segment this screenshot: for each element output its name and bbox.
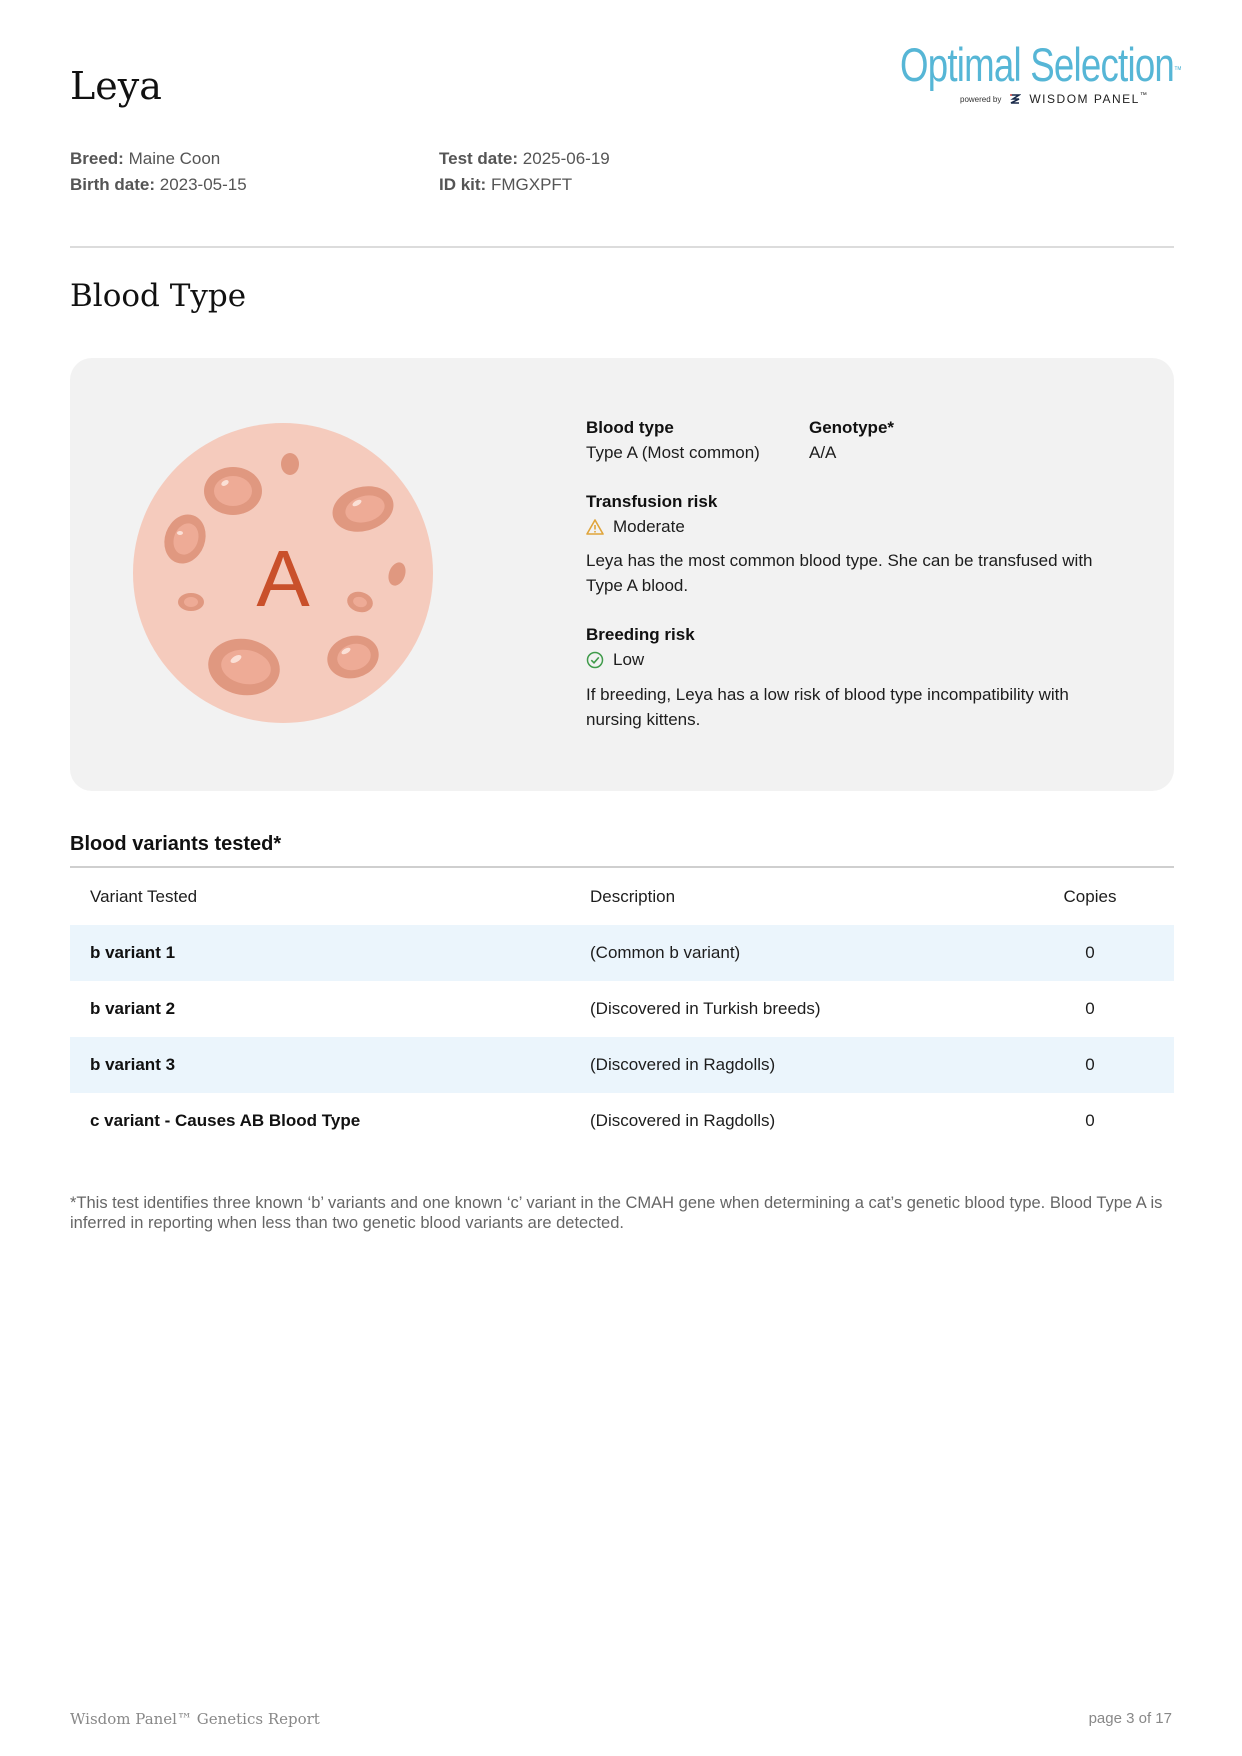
breeding-risk-block: Breeding risk Low <box>586 622 695 672</box>
variant-description: (Discovered in Ragdolls) <box>590 1111 776 1130</box>
transfusion-text: Leya has the most common blood type. She can be transfused with Type A blood. <box>586 551 1093 595</box>
variants-title: Blood variants tested* <box>70 833 282 855</box>
variant-description: (Discovered in Turkish breeds) <box>590 999 821 1018</box>
col-header-variant: Variant Tested <box>90 886 198 906</box>
col-header-description: Description <box>590 886 676 906</box>
header-divider <box>70 246 1174 248</box>
variant-copies: 0 <box>1085 1055 1095 1074</box>
genotype-block: Genotype* A/A <box>809 415 894 465</box>
wisdom-panel-mark-icon <box>1009 93 1021 105</box>
col-header-copies: Copies <box>1063 886 1117 906</box>
check-circle-icon <box>586 651 604 669</box>
variant-description: (Common b variant) <box>590 943 741 962</box>
footnote: *This test identifies three known ‘b’ variants and one known ‘c’ variant in the CMAH gene when determining a cat’s genetic blood type. Blood Type A is inferred in reporting when less than two genetic blood variants are detected. <box>70 1194 1163 1232</box>
variant-description: (Discovered in Ragdolls) <box>590 1055 776 1074</box>
meta-right <box>439 146 610 198</box>
logo-powered-by: powered by WISDOM PANEL™ <box>960 92 1149 106</box>
table-row <box>70 925 1174 981</box>
variants-table <box>70 868 1174 1149</box>
cat-name: Leya <box>70 64 162 108</box>
blood-type-block: Blood type Type A (Most common) <box>586 415 760 465</box>
footer-page-number: page 3 of 17 <box>1088 1710 1172 1727</box>
transfusion-risk-block: Transfusion risk Moderate <box>586 489 717 539</box>
variant-copies: 0 <box>1085 943 1095 962</box>
table-row <box>70 981 1174 1037</box>
breed-line: Breed: Maine Coon <box>70 149 221 168</box>
table-row <box>70 1093 1174 1149</box>
variant-copies: 0 <box>1085 1111 1095 1130</box>
breeding-text: If breeding, Leya has a low risk of blood type incompatibility with nursing kittens. <box>586 685 1069 729</box>
warning-triangle-icon <box>586 518 604 536</box>
variant-name: b variant 1 <box>90 943 176 962</box>
variant-name: c variant - Causes AB Blood Type <box>90 1111 361 1130</box>
birth-date-line: Birth date: 2023-05-15 <box>70 175 247 194</box>
blood-type-value: Type A (Most common) <box>586 443 760 462</box>
blood-type-letter: A <box>256 534 310 623</box>
table-row <box>70 1037 1174 1093</box>
section-title: Blood Type <box>70 278 247 314</box>
variant-copies: 0 <box>1085 999 1095 1018</box>
meta-left <box>70 146 247 198</box>
genotype-value: A/A <box>809 443 837 462</box>
breeding-risk-value: Low <box>613 650 645 669</box>
optimal-selection-logo <box>900 38 1182 110</box>
kit-id-line: ID kit: FMGXPFT <box>439 175 573 194</box>
variant-name: b variant 3 <box>90 1055 176 1074</box>
table-header-row <box>70 868 1174 925</box>
blood-cell-illustration <box>133 423 433 723</box>
footer-report-name: Wisdom Panel™ Genetics Report <box>70 1710 320 1728</box>
test-date-line: Test date: 2025-06-19 <box>439 149 610 168</box>
transfusion-risk-value: Moderate <box>613 517 685 536</box>
variant-name: b variant 2 <box>90 999 176 1018</box>
logo-wordmark: Optimal Selection™ <box>900 38 1182 91</box>
